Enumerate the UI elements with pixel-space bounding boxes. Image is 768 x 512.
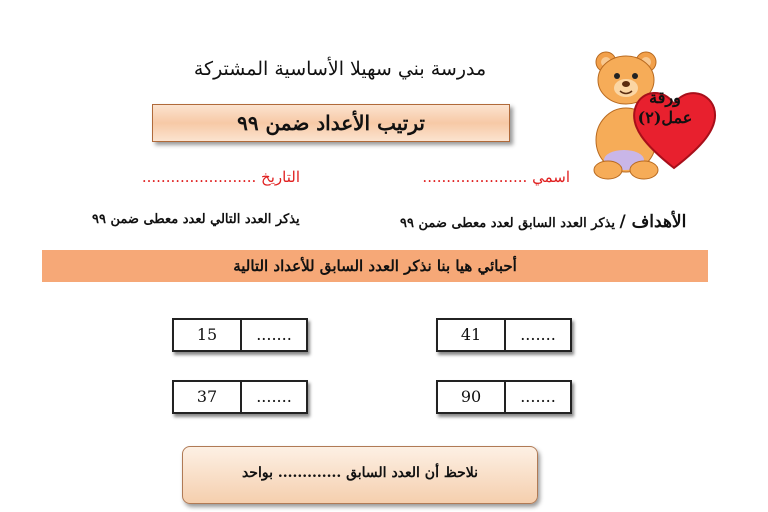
exercise-box [172, 318, 308, 352]
exercise-number: 90 [438, 382, 506, 412]
answer-blank[interactable]: ....... [520, 325, 556, 344]
goal-2: يذكر العدد التالي لعدد معطى ضمن ٩٩ [92, 212, 300, 227]
exercise-number: 15 [174, 320, 242, 350]
exercise-number: 41 [438, 320, 506, 350]
observation-note: نلاحظ أن العدد السابق ............. بواحد [182, 446, 538, 504]
badge-line-2: عمل(٢) [637, 108, 693, 127]
goal-1-text: يذكر العدد السابق لعدد معطى ضمن ٩٩ [400, 216, 616, 231]
worksheet-badge [620, 88, 710, 128]
exercise-number: 37 [174, 382, 242, 412]
worksheet-title: ترتيب الأعداد ضمن ٩٩ [152, 104, 510, 142]
goals-label: الأهداف / [619, 212, 687, 232]
badge-line-1: ورقة [649, 88, 681, 107]
goal-1 [400, 212, 686, 232]
exercise-box [436, 380, 572, 414]
date-field[interactable]: التاريخ ........................ [141, 168, 300, 186]
exercise-box [172, 380, 308, 414]
instruction-banner: أحبائي هيا بنا نذكر العدد السابق للأعداد التالية [42, 250, 708, 282]
answer-blank[interactable]: ....... [256, 387, 292, 406]
answer-blank[interactable]: ....... [520, 387, 556, 406]
school-name: مدرسة بني سهيلا الأساسية المشتركة [193, 58, 487, 80]
answer-blank[interactable]: ....... [256, 325, 292, 344]
student-name-field[interactable]: اسمي ...................... [422, 168, 570, 186]
exercise-box [436, 318, 572, 352]
